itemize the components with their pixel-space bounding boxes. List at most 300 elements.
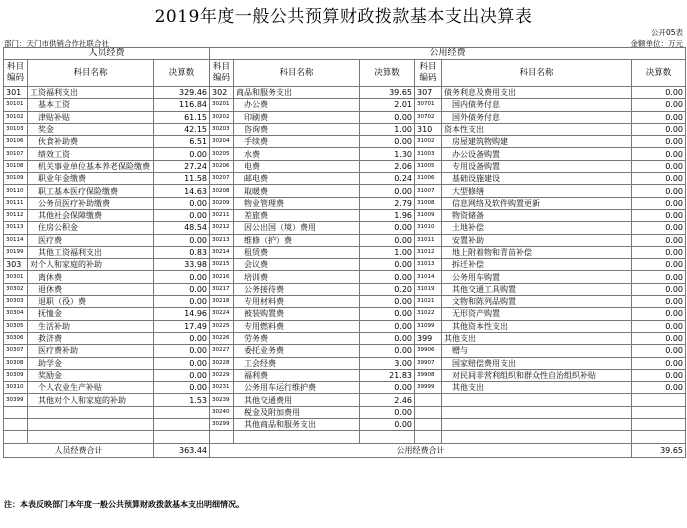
personnel-name-cell: 奖金 <box>28 123 154 135</box>
public-capital-code-cell: 31010 <box>415 222 442 234</box>
personnel-name-cell: 助学金 <box>28 357 154 369</box>
public-capital-code-cell: 30702 <box>415 111 442 123</box>
public-capital-name-cell: 国家赔偿费用支出 <box>442 357 632 369</box>
public-capital-amount-cell: 0.00 <box>632 382 686 394</box>
public-goods-name-cell: 水费 <box>234 148 360 160</box>
department-label: 部门：天门市供销合作社联合社 <box>4 39 109 48</box>
public-capital-amount-cell: 0.00 <box>632 99 686 111</box>
public-total-label: 公用经费合计 <box>210 443 632 457</box>
report-title: 2019年度一般公共预算财政拨款基本支出决算表 <box>154 7 533 27</box>
table-row <box>4 308 686 320</box>
table-row <box>4 431 686 443</box>
personnel-amount-cell <box>154 419 210 431</box>
public-goods-code-cell: 30213 <box>210 234 234 246</box>
personnel-name-cell: 退职（役）费 <box>28 296 154 308</box>
public-capital-name-cell: 对民间非营利组织和群众性自治组织补贴 <box>442 369 632 381</box>
personnel-code-cell: 30304 <box>4 308 28 320</box>
public-capital-amount-cell: 0.00 <box>632 87 686 99</box>
public-goods-code-cell: 30208 <box>210 185 234 197</box>
personnel-amount-cell <box>154 431 210 443</box>
col-name-header: 科目名称 <box>28 60 154 87</box>
public-goods-amount-cell: 1.00 <box>360 246 415 258</box>
personnel-code-cell: 30302 <box>4 283 28 295</box>
public-capital-amount-cell <box>632 406 686 418</box>
personnel-name-cell: 医疗费 <box>28 234 154 246</box>
public-goods-name-cell: 其他交通费用 <box>234 394 360 406</box>
public-goods-code-cell: 30231 <box>210 382 234 394</box>
personnel-amount-cell: 11.58 <box>154 173 210 185</box>
public-capital-code-cell <box>415 406 442 418</box>
personnel-code-cell: 30305 <box>4 320 28 332</box>
public-group-header: 公用经费 <box>210 48 686 60</box>
personnel-amount-cell <box>154 406 210 418</box>
public-goods-code-cell: 30224 <box>210 308 234 320</box>
personnel-amount-cell: 0.00 <box>154 357 210 369</box>
public-capital-code-cell: 31011 <box>415 234 442 246</box>
public-capital-amount-cell: 0.00 <box>632 308 686 320</box>
public-capital-name-cell: 文物和陈列品购置 <box>442 296 632 308</box>
public-capital-name-cell: 信息网络及软件购置更新 <box>442 197 632 209</box>
personnel-name-cell: 机关事业单位基本养老保险缴费 <box>28 160 154 172</box>
public-capital-amount-cell: 0.00 <box>632 357 686 369</box>
personnel-name-cell <box>28 419 154 431</box>
public-capital-code-cell: 31022 <box>415 308 442 320</box>
public-capital-amount-cell: 0.00 <box>632 259 686 271</box>
public-capital-amount-cell: 0.00 <box>632 160 686 172</box>
public-goods-name-cell: 其他商品和服务支出 <box>234 419 360 431</box>
personnel-amount-cell: 0.00 <box>154 197 210 209</box>
public-capital-code-cell: 39906 <box>415 345 442 357</box>
public-capital-code-cell: 31021 <box>415 296 442 308</box>
public-capital-name-cell: 无形资产购置 <box>442 308 632 320</box>
table-row <box>4 382 686 394</box>
personnel-name-cell: 生活补助 <box>28 320 154 332</box>
unit-label: 金额单位：万元 <box>630 39 683 48</box>
public-capital-name-cell: 其他交通工具购置 <box>442 283 632 295</box>
public-goods-amount-cell: 0.00 <box>360 185 415 197</box>
personnel-code-cell: 303 <box>4 259 28 271</box>
personnel-name-cell: 医疗费补助 <box>28 345 154 357</box>
col-code-header: 科目编码 <box>210 60 234 87</box>
public-capital-name-cell: 拆迁补偿 <box>442 259 632 271</box>
personnel-code-cell: 30308 <box>4 357 28 369</box>
public-goods-code-cell: 30203 <box>210 123 234 135</box>
public-capital-amount-cell: 0.00 <box>632 197 686 209</box>
public-goods-code-cell: 30211 <box>210 209 234 221</box>
public-goods-code-cell: 30215 <box>210 259 234 271</box>
personnel-name-cell: 工资福利支出 <box>28 87 154 99</box>
public-capital-code-cell: 310 <box>415 123 442 135</box>
table-row <box>4 259 686 271</box>
public-capital-name-cell: 公务用车购置 <box>442 271 632 283</box>
personnel-name-cell: 其他社会保障缴费 <box>28 209 154 221</box>
table-row <box>4 185 686 197</box>
personnel-name-cell: 个人农业生产补贴 <box>28 382 154 394</box>
public-goods-name-cell: 福利费 <box>234 369 360 381</box>
personnel-name-cell <box>28 406 154 418</box>
public-capital-code-cell: 39907 <box>415 357 442 369</box>
public-goods-code-cell: 30218 <box>210 296 234 308</box>
public-goods-name-cell: 商品和服务支出 <box>234 87 360 99</box>
public-capital-amount-cell: 0.00 <box>632 246 686 258</box>
public-goods-amount-cell: 0.00 <box>360 296 415 308</box>
public-goods-name-cell: 被装购置费 <box>234 308 360 320</box>
public-goods-code-cell: 30204 <box>210 136 234 148</box>
col-amount-header: 决算数 <box>632 60 686 87</box>
public-capital-code-cell: 31003 <box>415 148 442 160</box>
public-capital-code-cell: 31008 <box>415 197 442 209</box>
public-capital-code-cell: 31014 <box>415 271 442 283</box>
public-capital-name-cell: 基础设施建设 <box>442 173 632 185</box>
personnel-name-cell: 住房公积金 <box>28 222 154 234</box>
public-capital-name-cell: 其他支出 <box>442 382 632 394</box>
table-row <box>4 357 686 369</box>
public-goods-name-cell: 劳务费 <box>234 332 360 344</box>
personnel-amount-cell: 0.00 <box>154 345 210 357</box>
public-capital-amount-cell <box>632 431 686 443</box>
personnel-code-cell: 30109 <box>4 173 28 185</box>
public-capital-name-cell: 其他支出 <box>442 332 632 344</box>
public-capital-amount-cell: 0.00 <box>632 136 686 148</box>
personnel-amount-cell: 0.00 <box>154 234 210 246</box>
public-capital-amount-cell: 0.00 <box>632 123 686 135</box>
personnel-code-cell: 30301 <box>4 271 28 283</box>
table-row <box>4 234 686 246</box>
public-goods-amount-cell: 2.79 <box>360 197 415 209</box>
personnel-code-cell: 30113 <box>4 222 28 234</box>
public-goods-code-cell: 30299 <box>210 419 234 431</box>
table-row <box>4 160 686 172</box>
table-row <box>4 406 686 418</box>
public-goods-code-cell: 30202 <box>210 111 234 123</box>
public-goods-code-cell: 30227 <box>210 345 234 357</box>
public-capital-code-cell <box>415 431 442 443</box>
table-row <box>4 246 686 258</box>
personnel-code-cell: 30306 <box>4 332 28 344</box>
public-goods-amount-cell: 1.96 <box>360 209 415 221</box>
table-row <box>4 332 686 344</box>
personnel-code-cell: 30111 <box>4 197 28 209</box>
table-row <box>4 136 686 148</box>
table-note: 注：本表反映部门本年度一般公共预算财政拨款基本支出明细情况。 <box>4 500 244 509</box>
personnel-amount-cell: 0.00 <box>154 332 210 344</box>
public-goods-name-cell: 手续费 <box>234 136 360 148</box>
personnel-code-cell: 30108 <box>4 160 28 172</box>
personnel-name-cell: 公务员医疗补助缴费 <box>28 197 154 209</box>
personnel-code-cell: 30102 <box>4 111 28 123</box>
personnel-name-cell: 绩效工资 <box>28 148 154 160</box>
personnel-name-cell: 其他工资福利支出 <box>28 246 154 258</box>
public-capital-code-cell <box>415 419 442 431</box>
public-capital-amount-cell: 0.00 <box>632 332 686 344</box>
public-capital-name-cell <box>442 431 632 443</box>
public-capital-amount-cell: 0.00 <box>632 111 686 123</box>
personnel-code-cell: 30309 <box>4 369 28 381</box>
public-capital-name-cell <box>442 406 632 418</box>
public-goods-name-cell: 电费 <box>234 160 360 172</box>
public-capital-amount-cell: 0.00 <box>632 283 686 295</box>
public-goods-amount-cell: 3.00 <box>360 357 415 369</box>
public-goods-code-cell: 30201 <box>210 99 234 111</box>
personnel-name-cell: 职工基本医疗保险缴费 <box>28 185 154 197</box>
public-capital-amount-cell: 0.00 <box>632 296 686 308</box>
public-goods-amount-cell: 2.46 <box>360 394 415 406</box>
public-capital-code-cell: 30701 <box>415 99 442 111</box>
public-goods-name-cell: 取暖费 <box>234 185 360 197</box>
public-goods-name-cell: 印刷费 <box>234 111 360 123</box>
public-capital-amount-cell <box>632 419 686 431</box>
personnel-code-cell <box>4 406 28 418</box>
public-capital-code-cell: 307 <box>415 87 442 99</box>
personnel-code-cell <box>4 419 28 431</box>
public-goods-amount-cell <box>360 431 415 443</box>
table-row <box>4 87 686 99</box>
public-capital-name-cell: 地上附着物和青苗补偿 <box>442 246 632 258</box>
public-capital-name-cell: 办公设备购置 <box>442 148 632 160</box>
personnel-name-cell: 抚恤金 <box>28 308 154 320</box>
table-row <box>4 283 686 295</box>
public-goods-amount-cell: 0.00 <box>360 308 415 320</box>
public-capital-name-cell: 土地补偿 <box>442 222 632 234</box>
table-row <box>4 99 686 111</box>
public-goods-amount-cell: 21.83 <box>360 369 415 381</box>
public-capital-name-cell <box>442 419 632 431</box>
public-goods-name-cell: 咨询费 <box>234 123 360 135</box>
public-goods-amount-cell: 0.00 <box>360 234 415 246</box>
public-capital-code-cell: 39908 <box>415 369 442 381</box>
public-goods-code-cell: 302 <box>210 87 234 99</box>
public-capital-amount-cell: 0.00 <box>632 222 686 234</box>
public-goods-code-cell: 30207 <box>210 173 234 185</box>
public-capital-code-cell: 31019 <box>415 283 442 295</box>
public-goods-amount-cell: 0.24 <box>360 173 415 185</box>
public-goods-code-cell: 30212 <box>210 222 234 234</box>
public-capital-name-cell: 赠与 <box>442 345 632 357</box>
personnel-amount-cell: 1.53 <box>154 394 210 406</box>
public-goods-code-cell: 30240 <box>210 406 234 418</box>
personnel-amount-cell: 61.15 <box>154 111 210 123</box>
public-capital-amount-cell: 0.00 <box>632 185 686 197</box>
col-name-header: 科目名称 <box>234 60 360 87</box>
public-capital-code-cell: 31012 <box>415 246 442 258</box>
personnel-code-cell: 30199 <box>4 246 28 258</box>
personnel-code-cell: 30110 <box>4 185 28 197</box>
table-row <box>4 271 686 283</box>
form-number: 公开05表 <box>650 28 683 37</box>
public-goods-amount-cell: 0.00 <box>360 345 415 357</box>
public-capital-name-cell <box>442 394 632 406</box>
personnel-amount-cell: 0.83 <box>154 246 210 258</box>
public-goods-code-cell: 30229 <box>210 369 234 381</box>
public-capital-amount-cell: 0.00 <box>632 320 686 332</box>
public-goods-amount-cell: 0.00 <box>360 222 415 234</box>
public-goods-code-cell: 30206 <box>210 160 234 172</box>
personnel-name-cell <box>28 431 154 443</box>
public-goods-amount-cell: 0.20 <box>360 283 415 295</box>
public-capital-amount-cell <box>632 394 686 406</box>
table-row <box>4 197 686 209</box>
public-capital-code-cell: 39999 <box>415 382 442 394</box>
col-amount-header: 决算数 <box>360 60 415 87</box>
public-goods-name-cell: 公务接待费 <box>234 283 360 295</box>
public-capital-name-cell: 房屋建筑物购建 <box>442 136 632 148</box>
personnel-code-cell: 30303 <box>4 296 28 308</box>
public-goods-amount-cell: 0.00 <box>360 406 415 418</box>
personnel-amount-cell: 27.24 <box>154 160 210 172</box>
personnel-amount-cell: 33.98 <box>154 259 210 271</box>
public-capital-name-cell: 国外债务付息 <box>442 111 632 123</box>
personnel-code-cell: 30106 <box>4 136 28 148</box>
public-capital-name-cell: 物资储备 <box>442 209 632 221</box>
personnel-code-cell: 30114 <box>4 234 28 246</box>
personnel-group-header: 人员经费 <box>4 48 210 60</box>
public-goods-name-cell <box>234 431 360 443</box>
public-capital-name-cell: 专用设备购置 <box>442 160 632 172</box>
personnel-name-cell: 职业年金缴费 <box>28 173 154 185</box>
public-capital-code-cell: 31013 <box>415 259 442 271</box>
public-goods-amount-cell: 0.00 <box>360 382 415 394</box>
col-code-header: 科目编码 <box>4 60 28 87</box>
col-code-header: 科目编码 <box>415 60 442 87</box>
personnel-amount-cell: 42.15 <box>154 123 210 135</box>
public-goods-amount-cell: 0.00 <box>360 271 415 283</box>
table-row <box>4 394 686 406</box>
public-goods-code-cell: 30228 <box>210 357 234 369</box>
public-capital-amount-cell: 0.00 <box>632 345 686 357</box>
personnel-amount-cell: 329.46 <box>154 87 210 99</box>
personnel-total-value: 363.44 <box>154 443 210 457</box>
personnel-name-cell: 基本工资 <box>28 99 154 111</box>
public-goods-code-cell: 30216 <box>210 271 234 283</box>
public-goods-name-cell: 工会经费 <box>234 357 360 369</box>
personnel-amount-cell: 14.96 <box>154 308 210 320</box>
table-row <box>4 419 686 431</box>
public-capital-name-cell: 债务利息及费用支出 <box>442 87 632 99</box>
personnel-amount-cell: 14.63 <box>154 185 210 197</box>
table-row <box>4 111 686 123</box>
table-row <box>4 222 686 234</box>
public-goods-name-cell: 公务用车运行维护费 <box>234 382 360 394</box>
table-row <box>4 173 686 185</box>
public-capital-code-cell: 31009 <box>415 209 442 221</box>
table-row <box>4 209 686 221</box>
public-capital-code-cell: 399 <box>415 332 442 344</box>
personnel-code-cell: 30103 <box>4 123 28 135</box>
public-capital-amount-cell: 0.00 <box>632 369 686 381</box>
public-goods-amount-cell: 2.01 <box>360 99 415 111</box>
public-goods-name-cell: 会议费 <box>234 259 360 271</box>
public-total-value: 39.65 <box>632 443 686 457</box>
col-amount-header: 决算数 <box>154 60 210 87</box>
personnel-amount-cell: 0.00 <box>154 283 210 295</box>
public-goods-name-cell: 专用材料费 <box>234 296 360 308</box>
public-capital-code-cell: 31002 <box>415 136 442 148</box>
personnel-name-cell: 伙食补助费 <box>28 136 154 148</box>
public-capital-name-cell: 资本性支出 <box>442 123 632 135</box>
public-goods-code-cell: 30226 <box>210 332 234 344</box>
personnel-code-cell: 30307 <box>4 345 28 357</box>
personnel-code-cell <box>4 431 28 443</box>
public-goods-amount-cell: 1.00 <box>360 123 415 135</box>
public-goods-amount-cell: 0.00 <box>360 419 415 431</box>
public-capital-code-cell: 31006 <box>415 173 442 185</box>
public-capital-amount-cell: 0.00 <box>632 271 686 283</box>
public-goods-amount-cell: 0.00 <box>360 320 415 332</box>
col-name-header: 科目名称 <box>442 60 632 87</box>
personnel-amount-cell: 0.00 <box>154 296 210 308</box>
personnel-name-cell: 其他对个人和家庭的补助 <box>28 394 154 406</box>
personnel-amount-cell: 0.00 <box>154 148 210 160</box>
public-goods-code-cell <box>210 431 234 443</box>
public-goods-name-cell: 专用燃料费 <box>234 320 360 332</box>
table-row <box>4 369 686 381</box>
public-goods-code-cell: 30209 <box>210 197 234 209</box>
public-capital-amount-cell: 0.00 <box>632 148 686 160</box>
public-goods-name-cell: 因公出国（境）费用 <box>234 222 360 234</box>
personnel-code-cell: 30101 <box>4 99 28 111</box>
personnel-name-cell: 救济费 <box>28 332 154 344</box>
public-capital-amount-cell: 0.00 <box>632 234 686 246</box>
table-row <box>4 345 686 357</box>
personnel-name-cell: 奖励金 <box>28 369 154 381</box>
public-capital-amount-cell: 0.00 <box>632 173 686 185</box>
personnel-total-label: 人员经费合计 <box>4 443 154 457</box>
personnel-amount-cell: 0.00 <box>154 271 210 283</box>
table-row <box>4 296 686 308</box>
public-goods-code-cell: 30239 <box>210 394 234 406</box>
public-capital-name-cell: 国内债务付息 <box>442 99 632 111</box>
public-goods-name-cell: 办公费 <box>234 99 360 111</box>
public-capital-name-cell: 大型修缮 <box>442 185 632 197</box>
public-capital-code-cell: 31007 <box>415 185 442 197</box>
public-capital-code-cell <box>415 394 442 406</box>
personnel-amount-cell: 48.54 <box>154 222 210 234</box>
public-capital-code-cell: 31099 <box>415 320 442 332</box>
public-goods-name-cell: 维修（护）费 <box>234 234 360 246</box>
public-goods-code-cell: 30217 <box>210 283 234 295</box>
personnel-name-cell: 津贴补贴 <box>28 111 154 123</box>
public-goods-name-cell: 税金及附加费用 <box>234 406 360 418</box>
personnel-amount-cell: 0.00 <box>154 369 210 381</box>
public-goods-name-cell: 物业管理费 <box>234 197 360 209</box>
public-goods-code-cell: 30205 <box>210 148 234 160</box>
table-row <box>4 123 686 135</box>
public-goods-name-cell: 租赁费 <box>234 246 360 258</box>
personnel-code-cell: 301 <box>4 87 28 99</box>
personnel-code-cell: 30112 <box>4 209 28 221</box>
public-goods-amount-cell: 39.65 <box>360 87 415 99</box>
public-goods-amount-cell: 0.00 <box>360 111 415 123</box>
public-goods-amount-cell: 0.00 <box>360 259 415 271</box>
public-goods-amount-cell: 0.00 <box>360 136 415 148</box>
public-capital-name-cell: 其他资本性支出 <box>442 320 632 332</box>
public-goods-amount-cell: 2.06 <box>360 160 415 172</box>
public-capital-code-cell: 31005 <box>415 160 442 172</box>
table-row <box>4 148 686 160</box>
personnel-amount-cell: 6.51 <box>154 136 210 148</box>
personnel-name-cell: 对个人和家庭的补助 <box>28 259 154 271</box>
public-goods-code-cell: 30225 <box>210 320 234 332</box>
public-goods-name-cell: 邮电费 <box>234 173 360 185</box>
personnel-amount-cell: 116.84 <box>154 99 210 111</box>
public-capital-amount-cell: 0.00 <box>632 209 686 221</box>
expenditure-table <box>3 47 686 458</box>
personnel-name-cell: 退休费 <box>28 283 154 295</box>
public-goods-amount-cell: 0.00 <box>360 332 415 344</box>
public-capital-name-cell: 安置补助 <box>442 234 632 246</box>
personnel-code-cell: 30310 <box>4 382 28 394</box>
public-goods-name-cell: 培训费 <box>234 271 360 283</box>
